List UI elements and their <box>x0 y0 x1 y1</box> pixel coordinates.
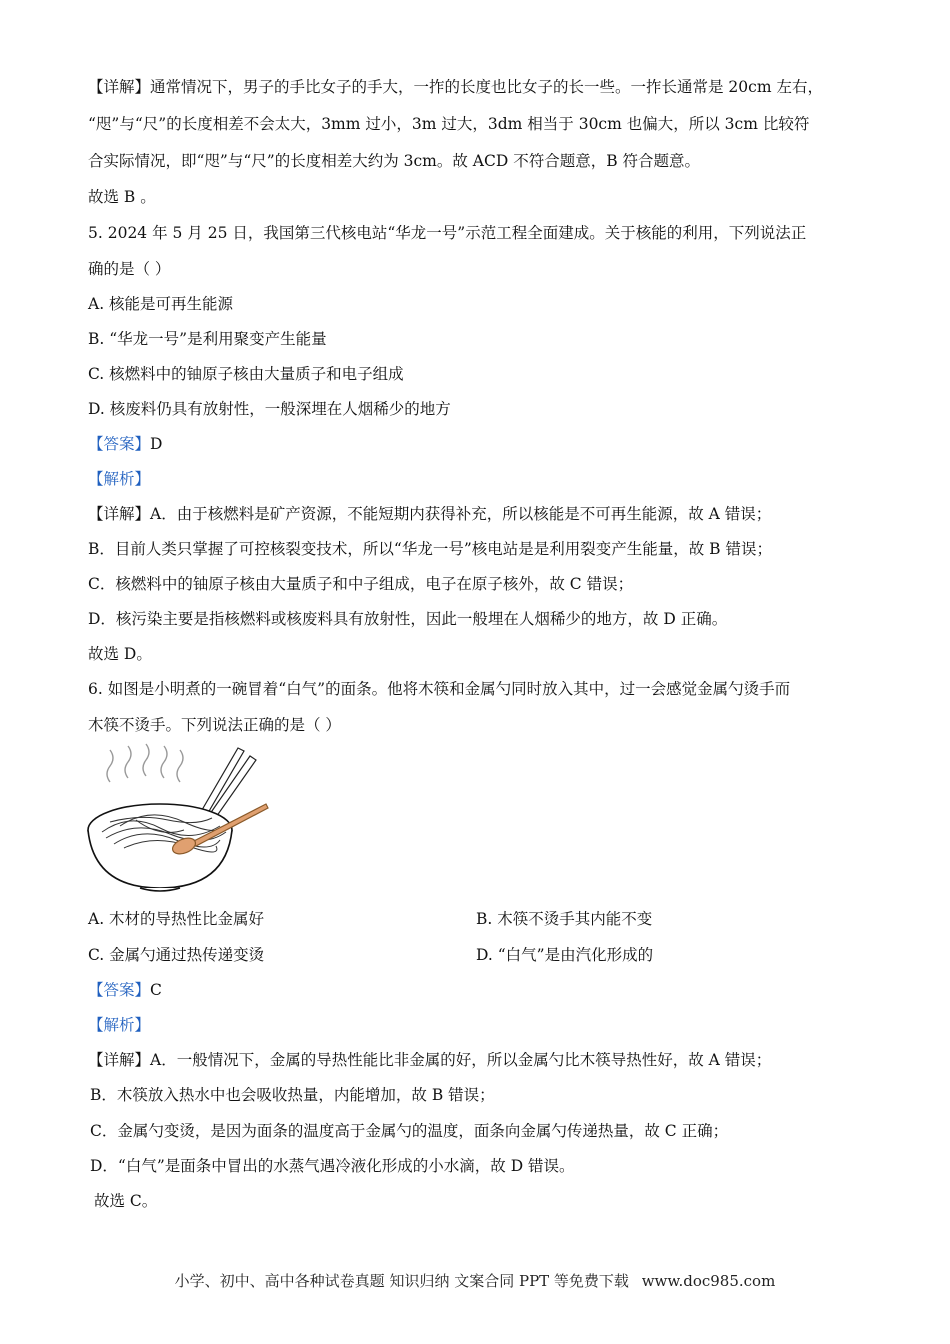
noodle-bowl-illustration <box>80 742 280 892</box>
q6-option-b: B. 木筷不烫手其内能不变 <box>476 910 653 928</box>
answer-label: 【答案】 <box>88 435 151 453</box>
q5-answer <box>88 433 890 455</box>
q5-detail-d: D．核污染主要是指核燃料或核废料具有放射性，因此一般埋在人烟稀少的地方，故 D 正确。 <box>88 610 728 628</box>
bowl-icon <box>88 804 232 891</box>
page-footer <box>0 1270 950 1291</box>
q6-detail-b: B．木筷放入热水中也会吸收热量，内能增加，故 B 错误； <box>90 1086 495 1104</box>
q6-analysis-label: 【解析】 <box>88 1016 151 1034</box>
q6-answer <box>88 979 890 1001</box>
answer-value: D <box>150 435 163 453</box>
q5-analysis-label: 【解析】 <box>88 470 151 488</box>
q5-option-a: A. 核能是可再生能源 <box>88 295 234 313</box>
footer-url[interactable]: www.doc985.com <box>641 1272 776 1290</box>
q5-detail-b: B．目前人类只掌握了可控核裂变技术，所以“华龙一号”核电站是是利用裂变产生能量，故 B 错误； <box>88 540 772 558</box>
q5-detail-a: 【详解】A．由于核燃料是矿产资源，不能短期内获得补充，所以核能是不可再生能源，故 A 错误； <box>88 505 772 523</box>
q4-conclusion: 故选 B 。 <box>88 188 156 206</box>
q4-detail-line1: 【详解】通常情况下，男子的手比女子的手大，一拃的长度也比女子的长一些。一拃长通常是 20cm 左右， <box>88 78 823 96</box>
q6-detail-a: 【详解】A．一般情况下，金属的导热性能比非金属的好，所以金属勺比木筷导热性好，故 A 错误； <box>88 1051 772 1069</box>
q4-detail-line2: “咫”与“尺”的长度相差不会太大，3mm 过小，3m 过大，3dm 相当于 30cm 也偏大，所以 3cm 比较符 <box>88 115 810 133</box>
q6-detail-d: D．“白气”是面条中冒出的水蒸气遇冷液化形成的小水滴，故 D 错误。 <box>90 1157 575 1175</box>
q5-detail-c: C．核燃料中的铀原子核由大量质子和中子组成，电子在原子核外，故 C 错误； <box>88 575 634 593</box>
q6-conclusion: 故选 C。 <box>94 1192 158 1210</box>
q6-stem-line1: 6. 如图是小明煮的一碗冒着“白气”的面条。他将木筷和金属勺同时放入其中，过一会感觉金属勺烫手而 <box>88 680 791 698</box>
q6-stem-line2: 木筷不烫手。下列说法正确的是（ ） <box>88 716 341 734</box>
q5-option-c: C. 核燃料中的铀原子核由大量质子和电子组成 <box>88 365 404 383</box>
q6-option-d: D. “白气”是由汽化形成的 <box>476 946 654 964</box>
q6-option-c: C. 金属勺通过热传递变烫 <box>88 946 265 964</box>
q5-conclusion: 故选 D。 <box>88 645 152 663</box>
q4-detail-line3: 合实际情况，即“咫”与“尺”的长度相差大约为 3cm。故 ACD 不符合题意，B 符合题意。 <box>88 152 701 170</box>
q5-stem-line2: 确的是（ ） <box>88 260 171 278</box>
q5-stem-line1: 5. 2024 年 5 月 25 日，我国第三代核电站“华龙一号”示范工程全面建成。关于核能的利用，下列说法正 <box>88 224 807 242</box>
q5-option-d: D. 核废料仍具有放射性，一般深埋在人烟稀少的地方 <box>88 400 451 418</box>
q5-option-b: B. “华龙一号”是利用聚变产生能量 <box>88 330 327 348</box>
q6-option-a: A. 木材的导热性比金属好 <box>88 910 265 928</box>
steam-icon <box>107 744 183 782</box>
q6-detail-c: C．金属勺变烫，是因为面条的温度高于金属勺的温度，面条向金属勺传递热量，故 C 正确； <box>90 1122 729 1140</box>
footer-text: 小学、初中、高中各种试卷真题 知识归纳 文案合同 PPT 等免费下载 <box>174 1272 629 1290</box>
answer-value: C <box>150 981 162 999</box>
answer-label: 【答案】 <box>88 981 151 999</box>
